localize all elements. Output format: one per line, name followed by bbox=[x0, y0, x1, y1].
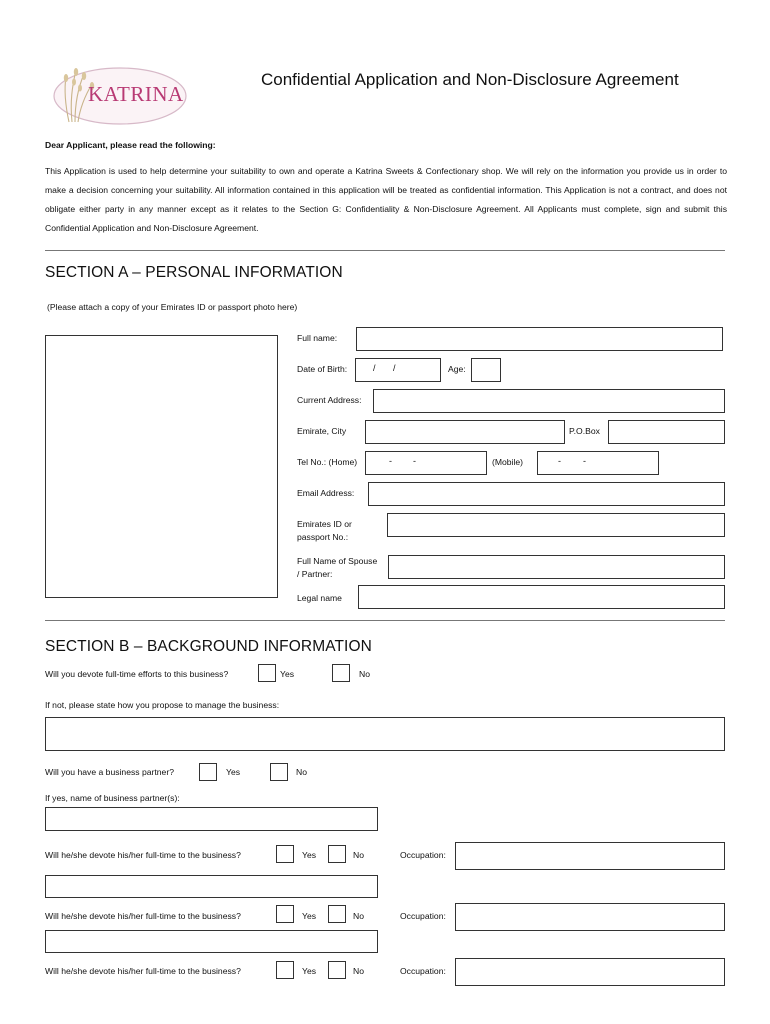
occupation-label: Occupation: bbox=[400, 850, 446, 860]
manage-input[interactable] bbox=[45, 717, 725, 751]
emirates-id-label-line1: Emirates ID or bbox=[297, 519, 352, 529]
partner3-no-checkbox[interactable] bbox=[328, 961, 346, 979]
fulltime-no-checkbox[interactable] bbox=[332, 664, 350, 682]
legal-name-input[interactable] bbox=[358, 585, 725, 609]
partner2-name-input[interactable] bbox=[45, 930, 378, 953]
spouse-label bbox=[297, 555, 377, 581]
partner-names-question: If yes, name of business partner(s): bbox=[45, 793, 180, 803]
partner-no-checkbox[interactable] bbox=[270, 763, 288, 781]
partner2-yes-label: Yes bbox=[302, 911, 317, 921]
tel-home-input[interactable] bbox=[365, 451, 487, 475]
full-name-label: Full name: bbox=[297, 333, 338, 343]
partner1-yes-checkbox[interactable] bbox=[276, 845, 294, 863]
address-label: Current Address: bbox=[297, 395, 362, 405]
emirates-id-label bbox=[297, 518, 352, 544]
partner3-yes-checkbox[interactable] bbox=[276, 961, 294, 979]
dob-input[interactable] bbox=[355, 358, 441, 382]
fulltime-yes-label: Yes bbox=[280, 669, 295, 679]
occupation-label: Occupation: bbox=[400, 966, 446, 976]
dob-label: Date of Birth: bbox=[297, 364, 348, 374]
partner-names-input[interactable] bbox=[45, 807, 378, 831]
partner-fulltime-question: Will he/she devote his/her full-time to the business? bbox=[45, 850, 241, 860]
partner2-no-label: No bbox=[353, 911, 364, 921]
partner1-name-input[interactable] bbox=[45, 875, 378, 898]
age-input[interactable] bbox=[471, 358, 501, 382]
logo-brand-text: KATRINA bbox=[88, 82, 184, 106]
partner2-occupation-input[interactable] bbox=[455, 903, 725, 931]
partner1-occupation-input[interactable] bbox=[455, 842, 725, 870]
full-name-input[interactable] bbox=[356, 327, 723, 351]
emirates-id-label-line2: passport No.: bbox=[297, 532, 349, 542]
partner3-no-label: No bbox=[353, 966, 364, 976]
tel-mobile-label: (Mobile) bbox=[492, 457, 524, 467]
mobile-dash: - bbox=[558, 456, 561, 466]
partner-yes-label: Yes bbox=[226, 767, 241, 777]
emirate-label: Emirate, City bbox=[297, 426, 347, 436]
partner1-yes-label: Yes bbox=[302, 850, 317, 860]
fulltime-no-label: No bbox=[359, 669, 370, 679]
dob-separator: / bbox=[373, 363, 376, 373]
fulltime-yes-checkbox[interactable] bbox=[258, 664, 276, 682]
partner-question: Will you have a business partner? bbox=[45, 767, 174, 777]
partner1-no-label: No bbox=[353, 850, 364, 860]
section-b-title: SECTION B – BACKGROUND INFORMATION bbox=[45, 638, 372, 655]
partner2-yes-checkbox[interactable] bbox=[276, 905, 294, 923]
tel-dash: - bbox=[413, 456, 416, 466]
partner2-no-checkbox[interactable] bbox=[328, 905, 346, 923]
manage-question: If not, please state how you propose to manage the business: bbox=[45, 700, 280, 710]
divider bbox=[45, 620, 725, 621]
tel-home-label: Tel No.: (Home) bbox=[297, 457, 358, 467]
mobile-dash: - bbox=[583, 456, 586, 466]
email-label: Email Address: bbox=[297, 488, 355, 498]
partner3-occupation-input[interactable] bbox=[455, 958, 725, 986]
partner3-yes-label: Yes bbox=[302, 966, 317, 976]
occupation-label: Occupation: bbox=[400, 911, 446, 921]
intro-body: This Application is used to help determine your suitability to own and operate a Katrina Sweets & Confectionary shop. We will rely on the information you provide us in order to make a decision concerning your suitability. All information contained in this application will be treated as confidential information. This Application is not a contract, and does not obligate either party in any manner except as it relates to the Section G: Confidentiality & Non-Disclosure Agreement. All Applicants must complete, sign and submit this Confidential Application and Non-Disclosure Agreement. bbox=[45, 166, 727, 233]
divider bbox=[45, 250, 725, 251]
pobox-input[interactable] bbox=[608, 420, 725, 444]
spouse-label-line1: Full Name of Spouse bbox=[297, 556, 378, 566]
partner-no-label: No bbox=[296, 767, 307, 777]
address-input[interactable] bbox=[373, 389, 725, 413]
partner-fulltime-question: Will he/she devote his/her full-time to the business? bbox=[45, 966, 241, 976]
tel-mobile-input[interactable] bbox=[537, 451, 659, 475]
spouse-name-input[interactable] bbox=[388, 555, 725, 579]
intro-greeting: Dear Applicant, please read the following: bbox=[45, 140, 216, 150]
partner-yes-checkbox[interactable] bbox=[199, 763, 217, 781]
fulltime-question: Will you devote full-time efforts to this business? bbox=[45, 669, 229, 679]
partner-fulltime-question: Will he/she devote his/her full-time to the business? bbox=[45, 911, 241, 921]
page-title: Confidential Application and Non-Disclosure Agreement bbox=[261, 70, 679, 89]
section-a-title: SECTION A – PERSONAL INFORMATION bbox=[45, 264, 343, 281]
tel-dash: - bbox=[389, 456, 392, 466]
dob-separator: / bbox=[393, 363, 396, 373]
emirates-id-input[interactable] bbox=[387, 513, 725, 537]
emirate-input[interactable] bbox=[365, 420, 565, 444]
katrina-logo bbox=[50, 62, 190, 130]
partner1-no-checkbox[interactable] bbox=[328, 845, 346, 863]
legal-name-label: Legal name bbox=[297, 593, 342, 603]
pobox-label: P.O.Box bbox=[569, 426, 600, 436]
email-input[interactable] bbox=[368, 482, 725, 506]
spouse-label-line2: / Partner: bbox=[297, 569, 333, 579]
age-label: Age: bbox=[448, 364, 466, 374]
photo-note: (Please attach a copy of your Emirates ID or passport photo here) bbox=[47, 302, 298, 312]
photo-box[interactable] bbox=[45, 335, 278, 598]
